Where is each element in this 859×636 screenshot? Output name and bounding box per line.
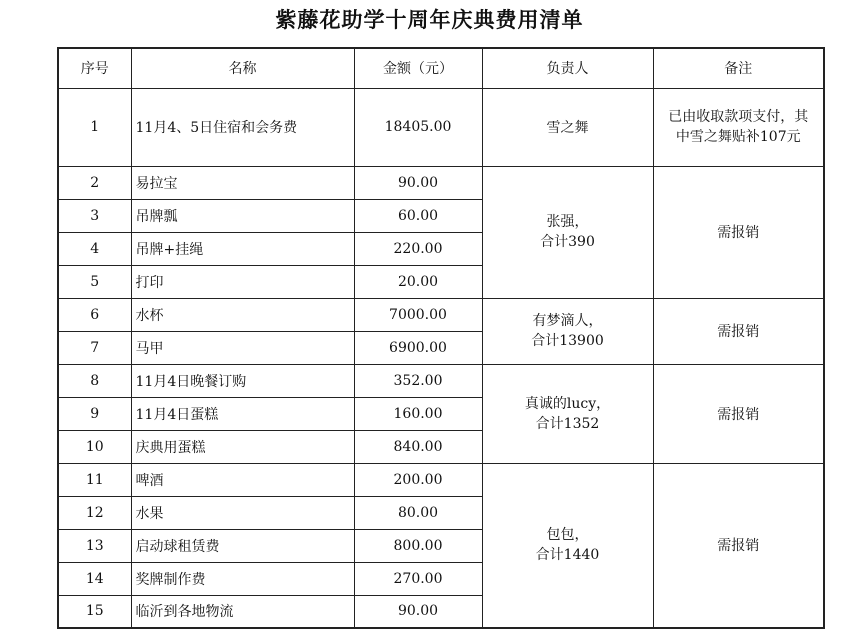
document-title: 紫藤花助学十周年庆典费用清单	[275, 8, 584, 32]
cell-seq: 12	[58, 496, 131, 529]
cell-seq: 5	[58, 265, 131, 298]
cell-amount: 7000.00	[354, 298, 482, 331]
cell-amount: 800.00	[354, 529, 482, 562]
table-row	[58, 166, 824, 199]
owner-total: 合计390	[540, 234, 595, 250]
cell-name: 奖牌制作费	[131, 562, 354, 595]
cell-note: 需报销	[653, 166, 824, 298]
cell-amount: 160.00	[354, 397, 482, 430]
cell-amount: 200.00	[354, 463, 482, 496]
owner-total: 合计13900	[531, 333, 604, 349]
cell-name: 启动球租赁费	[131, 529, 354, 562]
cell-amount: 90.00	[354, 595, 482, 628]
cell-seq: 8	[58, 364, 131, 397]
cell-name: 水杯	[131, 298, 354, 331]
cell-owner	[482, 166, 653, 298]
cell-seq: 11	[58, 463, 131, 496]
cell-note: 需报销	[653, 364, 824, 463]
table-row	[58, 364, 824, 397]
header-name: 名称	[131, 48, 354, 88]
cell-amount: 6900.00	[354, 331, 482, 364]
cell-name: 打印	[131, 265, 354, 298]
cell-name: 啤酒	[131, 463, 354, 496]
cell-seq: 15	[58, 595, 131, 628]
cell-owner	[482, 463, 653, 628]
cell-name: 11月4日蛋糕	[131, 397, 354, 430]
cell-name: 易拉宝	[131, 166, 354, 199]
cell-owner	[482, 364, 653, 463]
header-amount: 金额（元）	[354, 48, 482, 88]
header-row	[58, 48, 824, 88]
header-seq: 序号	[58, 48, 131, 88]
owner-line: 包包，	[546, 527, 589, 544]
cell-amount: 270.00	[354, 562, 482, 595]
cell-name: 吊牌瓢	[131, 199, 354, 232]
cell-owner	[482, 298, 653, 364]
cell-amount: 220.00	[354, 232, 482, 265]
cell-owner	[482, 88, 653, 166]
cell-name: 马甲	[131, 331, 354, 364]
cell-amount: 840.00	[354, 430, 482, 463]
owner-line: 雪之舞	[546, 120, 589, 136]
cell-seq: 3	[58, 199, 131, 232]
cell-amount: 20.00	[354, 265, 482, 298]
table-row	[58, 88, 824, 166]
owner-line: 张强，	[546, 214, 589, 230]
cell-name: 庆典用蛋糕	[131, 430, 354, 463]
cell-seq: 2	[58, 166, 131, 199]
cell-seq: 7	[58, 331, 131, 364]
owner-line: 有梦滴人，	[532, 313, 603, 329]
cell-seq: 4	[58, 232, 131, 265]
cell-amount: 90.00	[354, 166, 482, 199]
cell-amount: 60.00	[354, 199, 482, 232]
cell-amount: 80.00	[354, 496, 482, 529]
cell-seq: 9	[58, 397, 131, 430]
cell-seq: 10	[58, 430, 131, 463]
cell-name: 11月4、5日住宿和会务费	[131, 88, 354, 166]
table-row	[58, 298, 824, 331]
cell-note: 需报销	[653, 298, 824, 364]
cell-seq: 6	[58, 298, 131, 331]
cell-seq: 13	[58, 529, 131, 562]
cell-seq: 14	[58, 562, 131, 595]
owner-line: 真诚的lucy，	[524, 395, 611, 412]
header-owner: 负责人	[482, 48, 653, 88]
table-row	[58, 463, 824, 496]
cell-note: 需报销	[653, 463, 824, 628]
owner-total: 合计1352	[535, 415, 600, 432]
header-note: 备注	[653, 48, 824, 88]
cell-amount: 18405.00	[354, 88, 482, 166]
cell-name: 水果	[131, 496, 354, 529]
note-line: 已由收取款项支付，其	[668, 109, 809, 125]
cell-name: 11月4日晚餐订购	[131, 364, 354, 397]
note-line: 中雪之舞贴补107元	[675, 129, 801, 145]
cell-name: 吊牌+挂绳	[131, 232, 354, 265]
owner-total: 合计1440	[535, 547, 600, 564]
cell-note	[653, 88, 824, 166]
cell-amount: 352.00	[354, 364, 482, 397]
expense-table	[57, 47, 825, 629]
cell-name: 临沂到各地物流	[131, 595, 354, 628]
cell-seq: 1	[58, 88, 131, 166]
